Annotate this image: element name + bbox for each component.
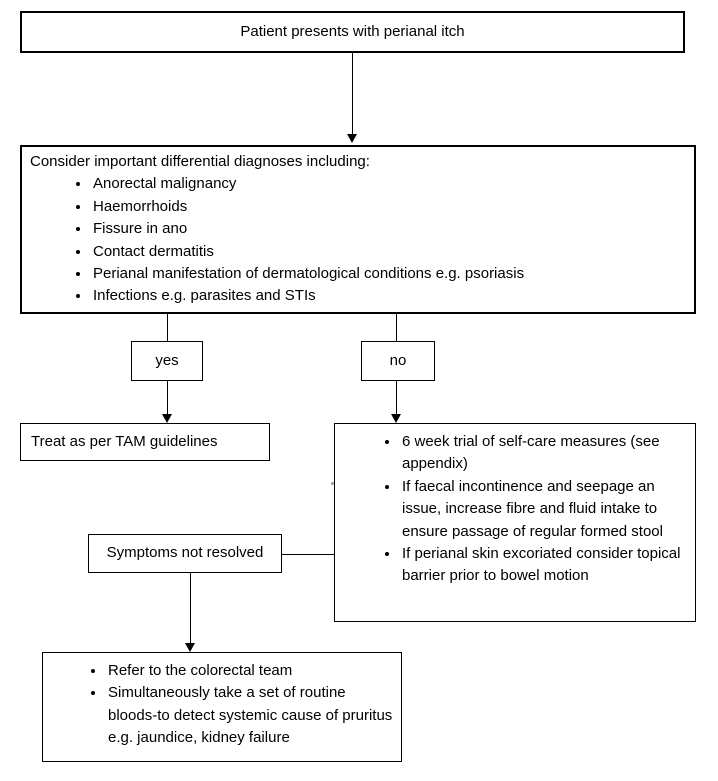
differential-item: • Haemorrhoids [91,196,680,218]
connector-yes-to-treat [167,381,168,415]
self-care-item: • If faecal incontinence and seepage an issue, increase fibre and fluid intake to ensure passage of regular formed stool [400,476,689,543]
differential-item: • Fissure in ano [91,218,680,240]
differentials-title: Consider important differential diagnoses including: [30,153,370,170]
self-care-item: • If perianal skin excoriated consider topical barrier prior to bowel motion [400,543,689,588]
node-self-care-measures [334,423,696,622]
connector-differentials-to-no [396,314,397,341]
refer-item: • Simultaneously take a set of routine bloods-to detect systemic cause of pruritus e.g. jaundice, kidney failure [106,682,395,749]
connector-symptoms-to-selfcare [282,554,334,555]
node-differential-diagnoses [20,145,696,314]
decision-yes-label: yes [155,351,179,369]
node-decision-yes [131,341,203,381]
arrowhead-yes-to-treat-icon [162,414,172,423]
node-refer-colorectal [42,652,402,762]
arrowhead-no-to-selfcare-icon [391,414,401,423]
connector-start-to-differentials [352,53,353,135]
differential-item: • Anorectal malignancy [91,173,680,195]
node-patient-presents [20,11,685,53]
refer-item: • Refer to the colorectal team [106,660,395,682]
connector-differentials-to-yes [167,314,168,341]
refer-list [43,660,401,750]
differential-item: • Contact dermatitis [91,241,680,263]
arrowhead-symptoms-to-refer-icon [185,643,195,652]
self-care-list [335,431,695,588]
differentials-list [28,173,686,307]
differential-item: • Infections e.g. parasites and STIs [91,285,680,307]
node-patient-presents-label: Patient presents with perianal itch [240,22,465,40]
node-decision-no [361,341,435,381]
stray-mark [331,482,334,485]
connector-symptoms-to-refer [190,573,191,643]
self-care-item: • 6 week trial of self-care measures (see appendix) [400,431,689,476]
symptoms-label: Symptoms not resolved [106,544,264,562]
arrowhead-start-to-differentials-icon [347,134,357,143]
treat-label: Treat as per TAM guidelines [31,432,218,450]
node-symptoms-not-resolved [88,534,282,573]
node-treat-tam-guidelines [20,423,270,461]
connector-no-to-selfcare [396,381,397,415]
differential-item: • Perianal manifestation of dermatological conditions e.g. psoriasis [91,263,680,285]
decision-no-label: no [389,351,407,369]
